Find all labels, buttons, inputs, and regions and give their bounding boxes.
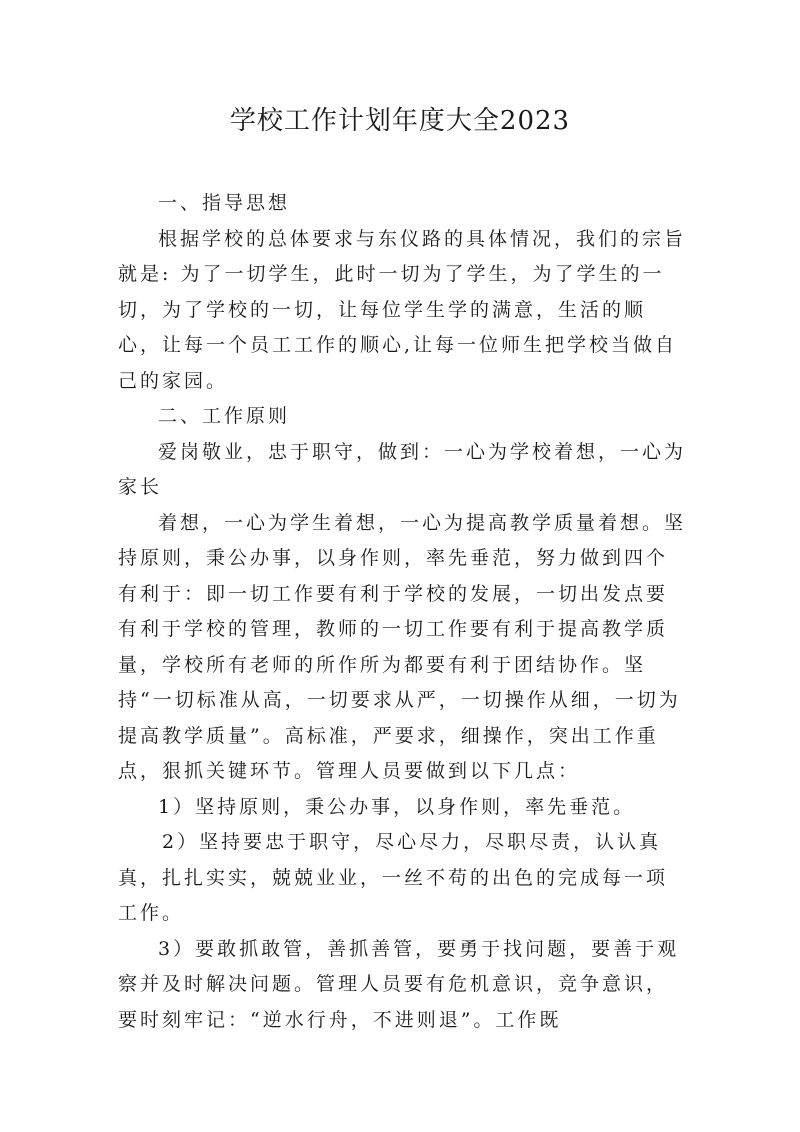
- paragraph-guiding-ideology: 根据学校的总体要求与东仪路的具体情况，我们的宗旨就是: 为了一切学生，此时一切为了学生，为了学生的一切，为了学校的一切，让每位学生学的满意，生活的顺心，让每一个员工工作的顺心,让每一位师生把学校当做自己的家园。: [118, 227, 687, 392]
- section-heading-guiding-ideology: 一、指导思想: [158, 192, 291, 214]
- list-item-3: 3）要敢抓敢管，善抓善管，要勇于找问题，要善于观察并及时解决问题。管理人员要有危机意识，竞争意识，要时刻牢记：“逆水行舟，不进则退”。工作既: [118, 937, 680, 1031]
- paragraph-work-principles-intro: 爱岗敬业，忠于职守，做到：一心为学校着想，一心为家长: [118, 440, 687, 498]
- section-heading-work-principles: 二、工作原则: [158, 405, 291, 427]
- list-item-2: 2）坚持要忠于职守，尽心尽力，尽职尽责，认认真真，扎扎实实，兢兢业业，一丝不苟的出色的完成每一项工作。: [118, 831, 669, 924]
- document-title: 学校工作计划年度大全2023: [229, 106, 571, 136]
- list-item-1: 1）坚持原则，秉公办事，以身作则，率先垂范。: [158, 795, 636, 818]
- document-body: [118, 186, 688, 1038]
- paragraph-work-principles-body: 着想，一心为学生着想，一心为提高教学质量着想。坚持原则，秉公办事，以身作则，率先垂范，努力做到四个有利于：即一切工作要有利于学校的发展，一切出发点要有利于学校的管理，教师的一切工作要有利于提高教学质量，学校所有老师的所作所为都要有利于团结协作。坚持“一切标准从高，一切要求从严，一切操作从细，一切为提高教学质量”。高标准，严要求，细操作，突出工作重点，狠抓关键环节。管理人员要做到以下几点：: [118, 511, 687, 782]
